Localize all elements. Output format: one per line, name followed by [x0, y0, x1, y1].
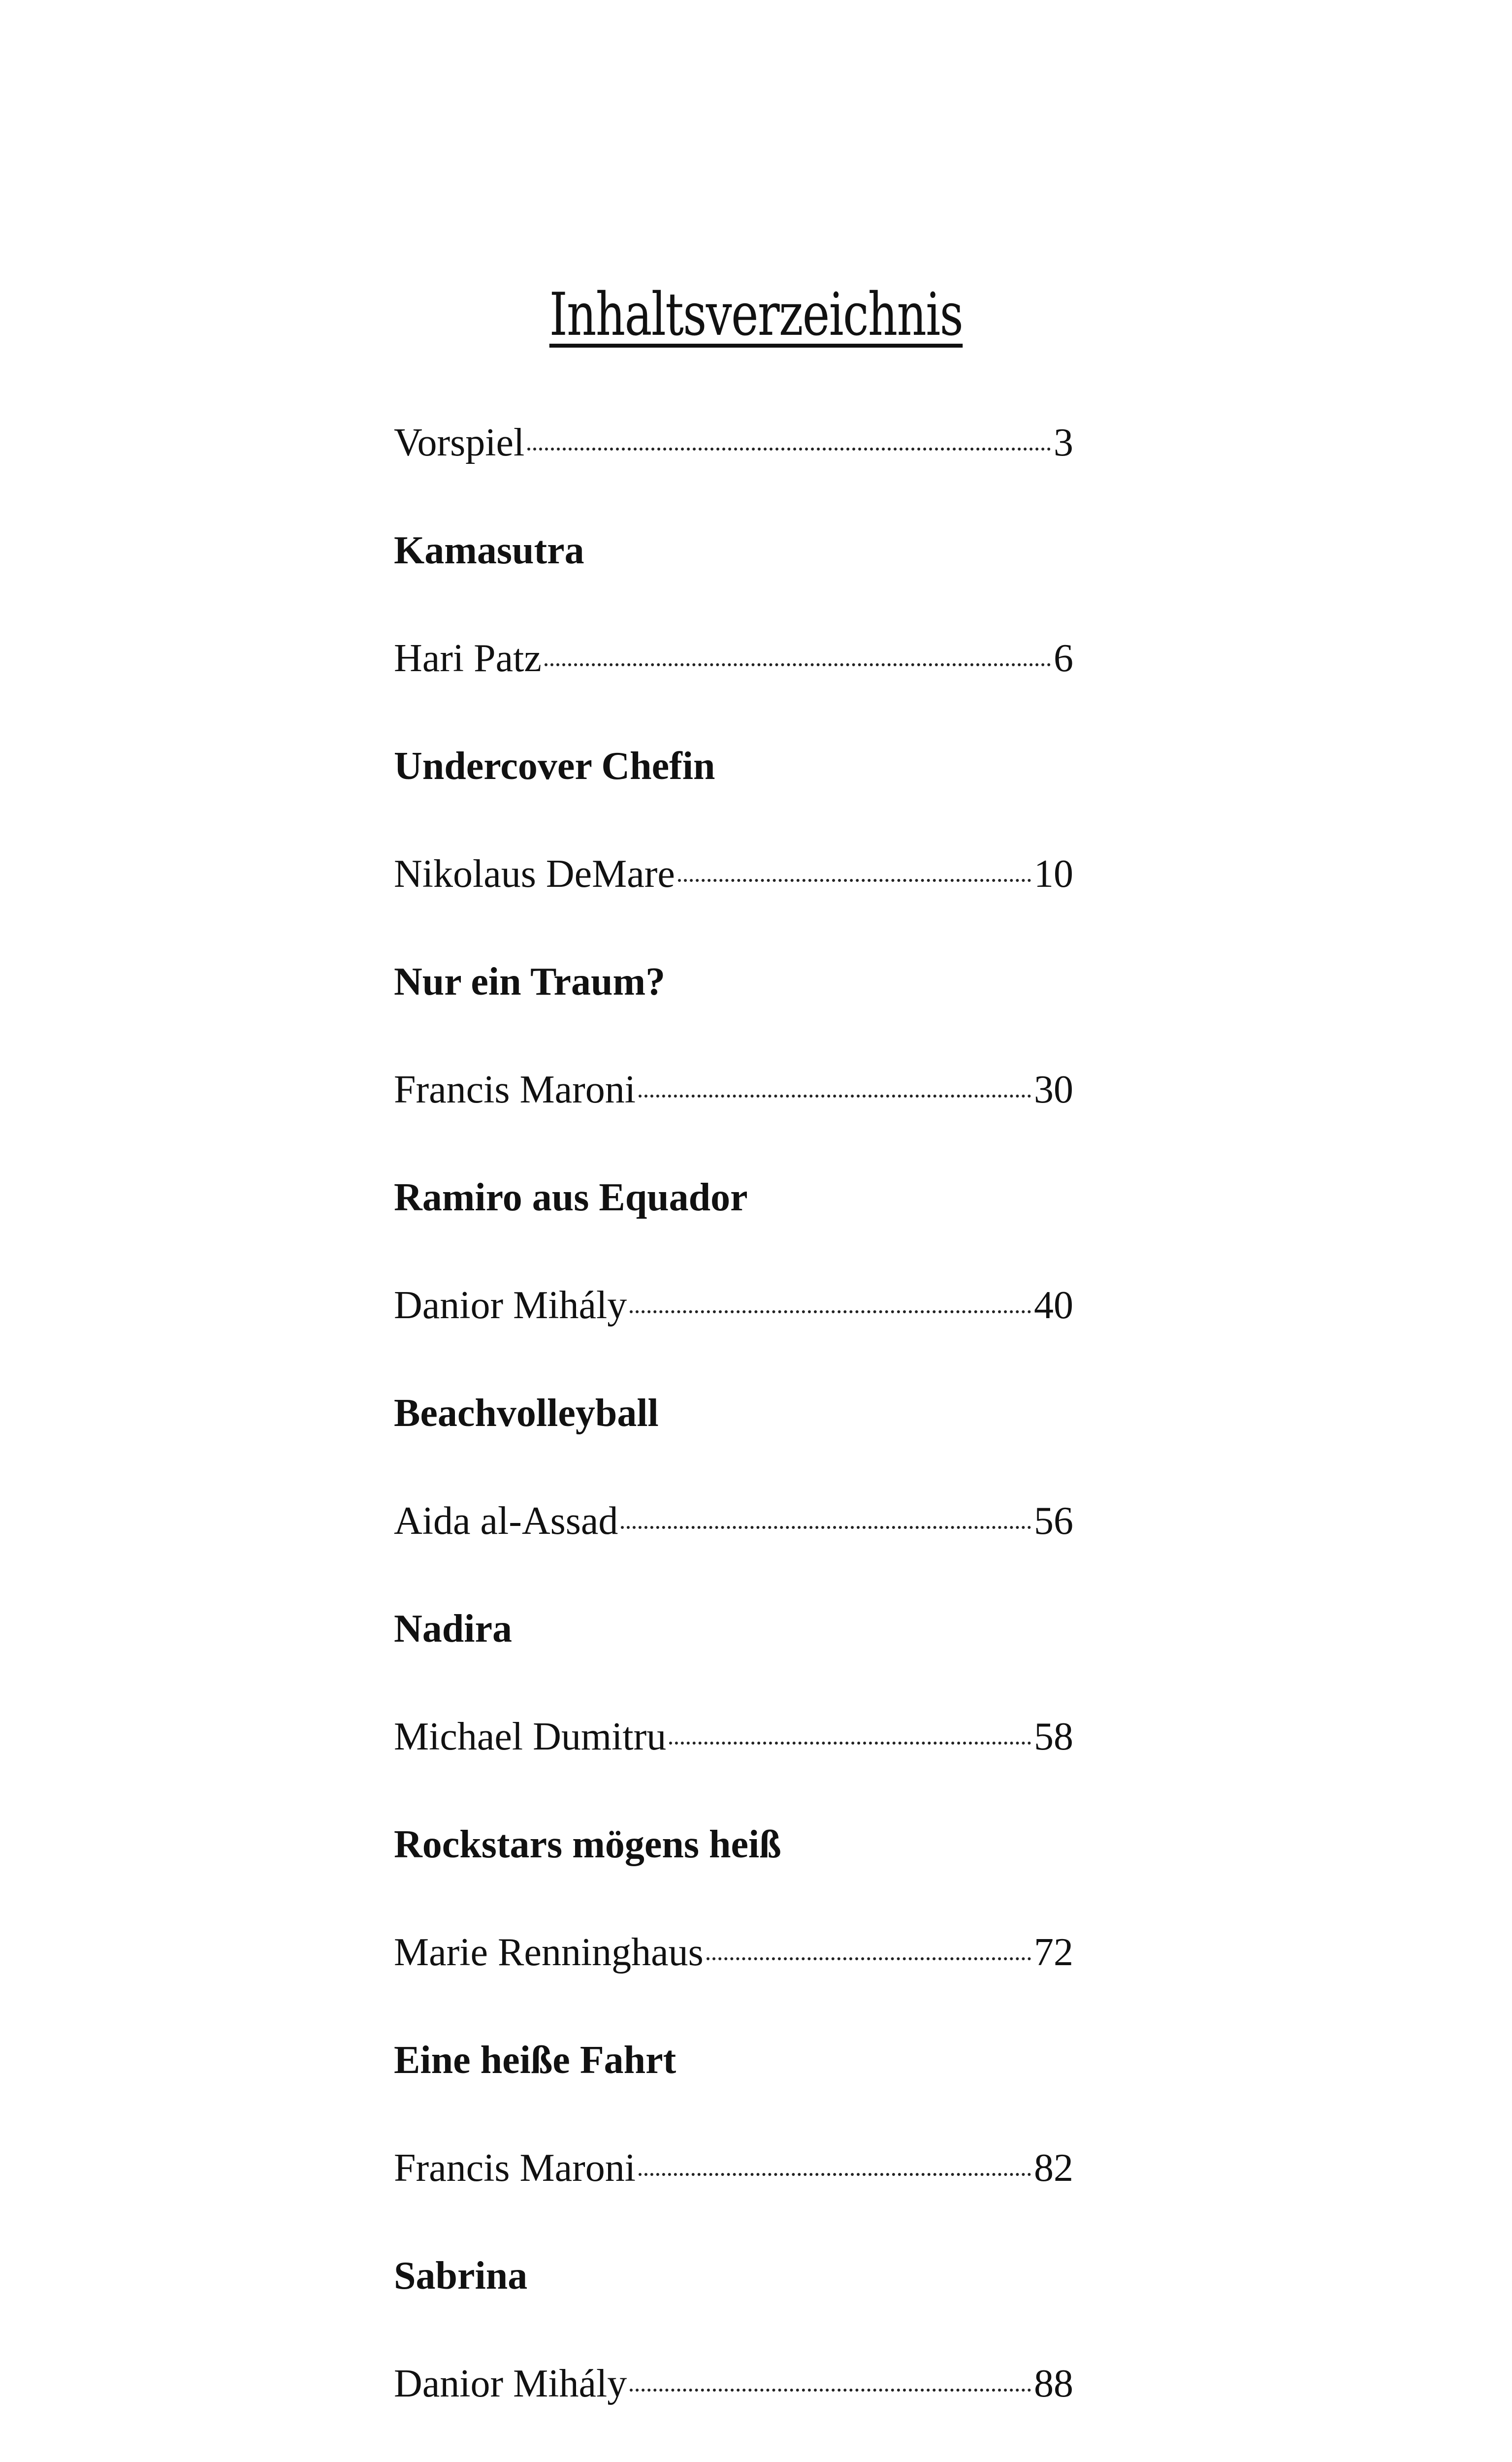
toc-entry: [394, 2330, 1073, 2438]
dot-leader: [639, 1095, 1031, 1098]
story-title: Beachvolleyball: [394, 1392, 659, 1435]
page-number: 3: [1054, 421, 1073, 464]
author-name: Michael Dumitru: [394, 1715, 667, 1758]
story-title: Undercover Chefin: [394, 745, 715, 788]
page-number: 6: [1054, 637, 1073, 680]
dot-leader: [639, 2173, 1031, 2176]
page-title: Inhaltsverzeichnis: [549, 281, 963, 349]
page-number: 40: [1034, 1284, 1073, 1327]
dot-leader: [707, 1957, 1031, 1960]
story-title: Eine heiße Fahrt: [394, 2039, 676, 2082]
toc-entry: [394, 1467, 1073, 1575]
page-number: 30: [1034, 1068, 1073, 1111]
story-title: Nadira: [394, 1607, 512, 1651]
toc-entry: [394, 1683, 1073, 1791]
toc-entry: [394, 820, 1073, 928]
author-name: Danior Mihály: [394, 1284, 627, 1327]
author-name: Aida al-Assad: [394, 1499, 618, 1543]
author-name: Danior Mihály: [394, 2362, 627, 2405]
table-of-contents: [394, 389, 1477, 2462]
toc-entry: [394, 1899, 1073, 2007]
dot-leader: [621, 1526, 1031, 1529]
story-title: Kamasutra: [394, 529, 584, 572]
toc-entry: [394, 605, 1073, 713]
story-title: Rockstars mögens heiß: [394, 1823, 781, 1866]
page-number: 58: [1034, 1715, 1073, 1758]
dot-leader: [527, 448, 1051, 451]
dot-leader: [630, 1310, 1031, 1313]
page-number: 82: [1034, 2146, 1073, 2190]
story-title: Sabrina: [394, 2254, 528, 2298]
dot-leader: [630, 2389, 1031, 2392]
toc-entry: [394, 389, 1073, 497]
dot-leader: [545, 663, 1051, 666]
page-number: 10: [1034, 852, 1073, 896]
author-name: Vorspiel: [394, 421, 525, 464]
dot-leader: [678, 879, 1031, 882]
story-title: Nur ein Traum?: [394, 960, 666, 1004]
author-name: Nikolaus DeMare: [394, 852, 675, 896]
author-name: Francis Maroni: [394, 2146, 636, 2190]
story-title: Ramiro aus Equador: [394, 1176, 748, 1219]
author-name: Hari Patz: [394, 637, 542, 680]
page-number: 72: [1034, 1931, 1073, 1974]
story-title: [394, 2438, 1477, 2462]
author-name: Francis Maroni: [394, 1068, 636, 1111]
toc-entry: [394, 1252, 1073, 1360]
dot-leader: [669, 1742, 1031, 1745]
page-number: 56: [1034, 1499, 1073, 1543]
toc-entry: [394, 1036, 1073, 1144]
toc-entry: [394, 2114, 1073, 2222]
author-name: Marie Renninghaus: [394, 1931, 704, 1974]
page-number: 88: [1034, 2362, 1073, 2405]
